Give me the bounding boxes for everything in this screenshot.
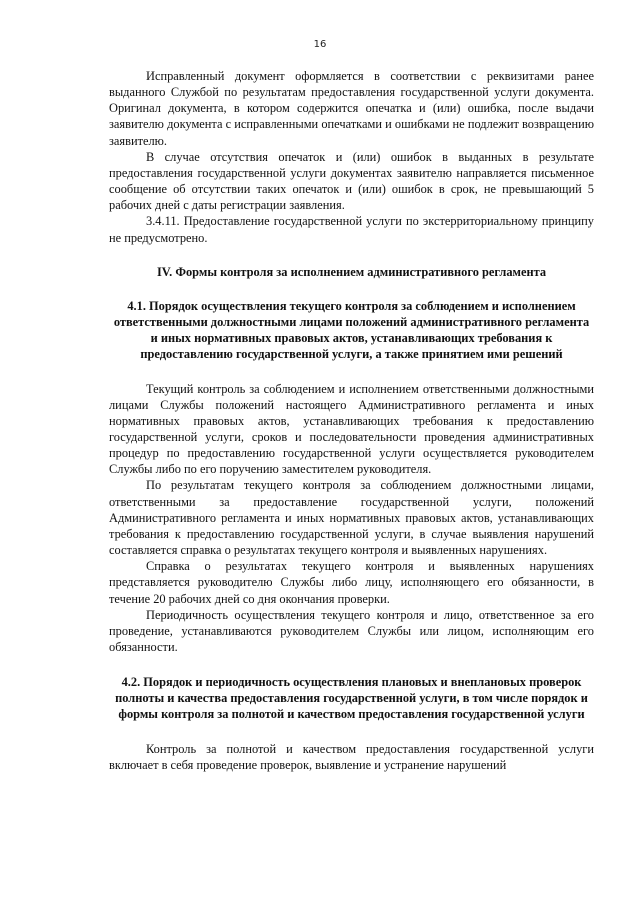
paragraph: Справка о результатах текущего контроля и выявленных нарушениях представляется руководителю Службы либо лицу, исполняющего его обязанности, в течение 20 рабочих дней со дня окончания проверки.	[109, 559, 594, 606]
subsection-heading-4-2: 4.2. Порядок и периодичность осуществления плановых и внеплановых проверок полноты и качества предоставления государственной услуги, в том числе порядок и формы контроля за полнотой и качеством предоставления государственной услуги	[115, 675, 588, 722]
section-heading: IV. Формы контроля за исполнением административного регламента	[156, 264, 547, 279]
subsection-heading-4-1: 4.1. Порядок осуществления текущего контроля за соблюдением и исполнением ответственными должностными лицами положений административного регламента и иных нормативных правовых актов, устанавливающих требования к предоставлению государственной услуги, а также принятием ими решений	[113, 298, 590, 362]
page-content	[109, 68, 594, 773]
paragraph: В случае отсутствия опечаток и (или) ошибок в выданных в результате предоставления государственной услуги документах заявителю направляется письменное сообщение об отсутствии таких опечаток и (или) ошибок в срок, не превышающий 5 рабочих дней с даты регистрации заявления.	[109, 149, 594, 213]
paragraph: 3.4.11. Предоставление государственной услуги по экстерриториальному принципу не предусмотрено.	[109, 214, 594, 245]
paragraph: Исправленный документ оформляется в соответствии с реквизитами ранее выданного Службой по результатам предоставления государственной услуги документа. Оригинал документа, в котором содержится опечатка и (или) ошибка, после выдачи заявителю документа с исправленными опечатками и ошибками не подлежит возвращению заявителю.	[109, 69, 594, 148]
paragraph: Текущий контроль за соблюдением и исполнением ответственными должностными лицами Службы положений настоящего Административного регламента и иных нормативных правовых актов, устанавливающих требования к предоставлению государственной услуги, сроков и последовательности проведения административных процедур по предоставлению государственной услуги осуществляется руководителем Службы либо по его поручению заместителем руководителя.	[109, 381, 594, 477]
paragraph: Контроль за полнотой и качеством предоставления государственной услуги включает в себя проведение проверок, выявление и устранение нарушений	[109, 741, 594, 772]
paragraph: Периодичность осуществления текущего контроля и лицо, ответственное за его проведение, устанавливаются руководителем Службы или лицом, исполняющим его обязанности.	[109, 607, 594, 654]
paragraph: По результатам текущего контроля за соблюдением должностными лицами, ответственными за предоставление государственной услуги, положений Административного регламента и иных нормативных правовых актов, устанавливающих требования к предоставлению государственной услуги, в случае выявления нарушений составляется справка о результатах текущего контроля и выявленных нарушениях.	[109, 478, 594, 558]
page-number: 16	[313, 39, 327, 50]
